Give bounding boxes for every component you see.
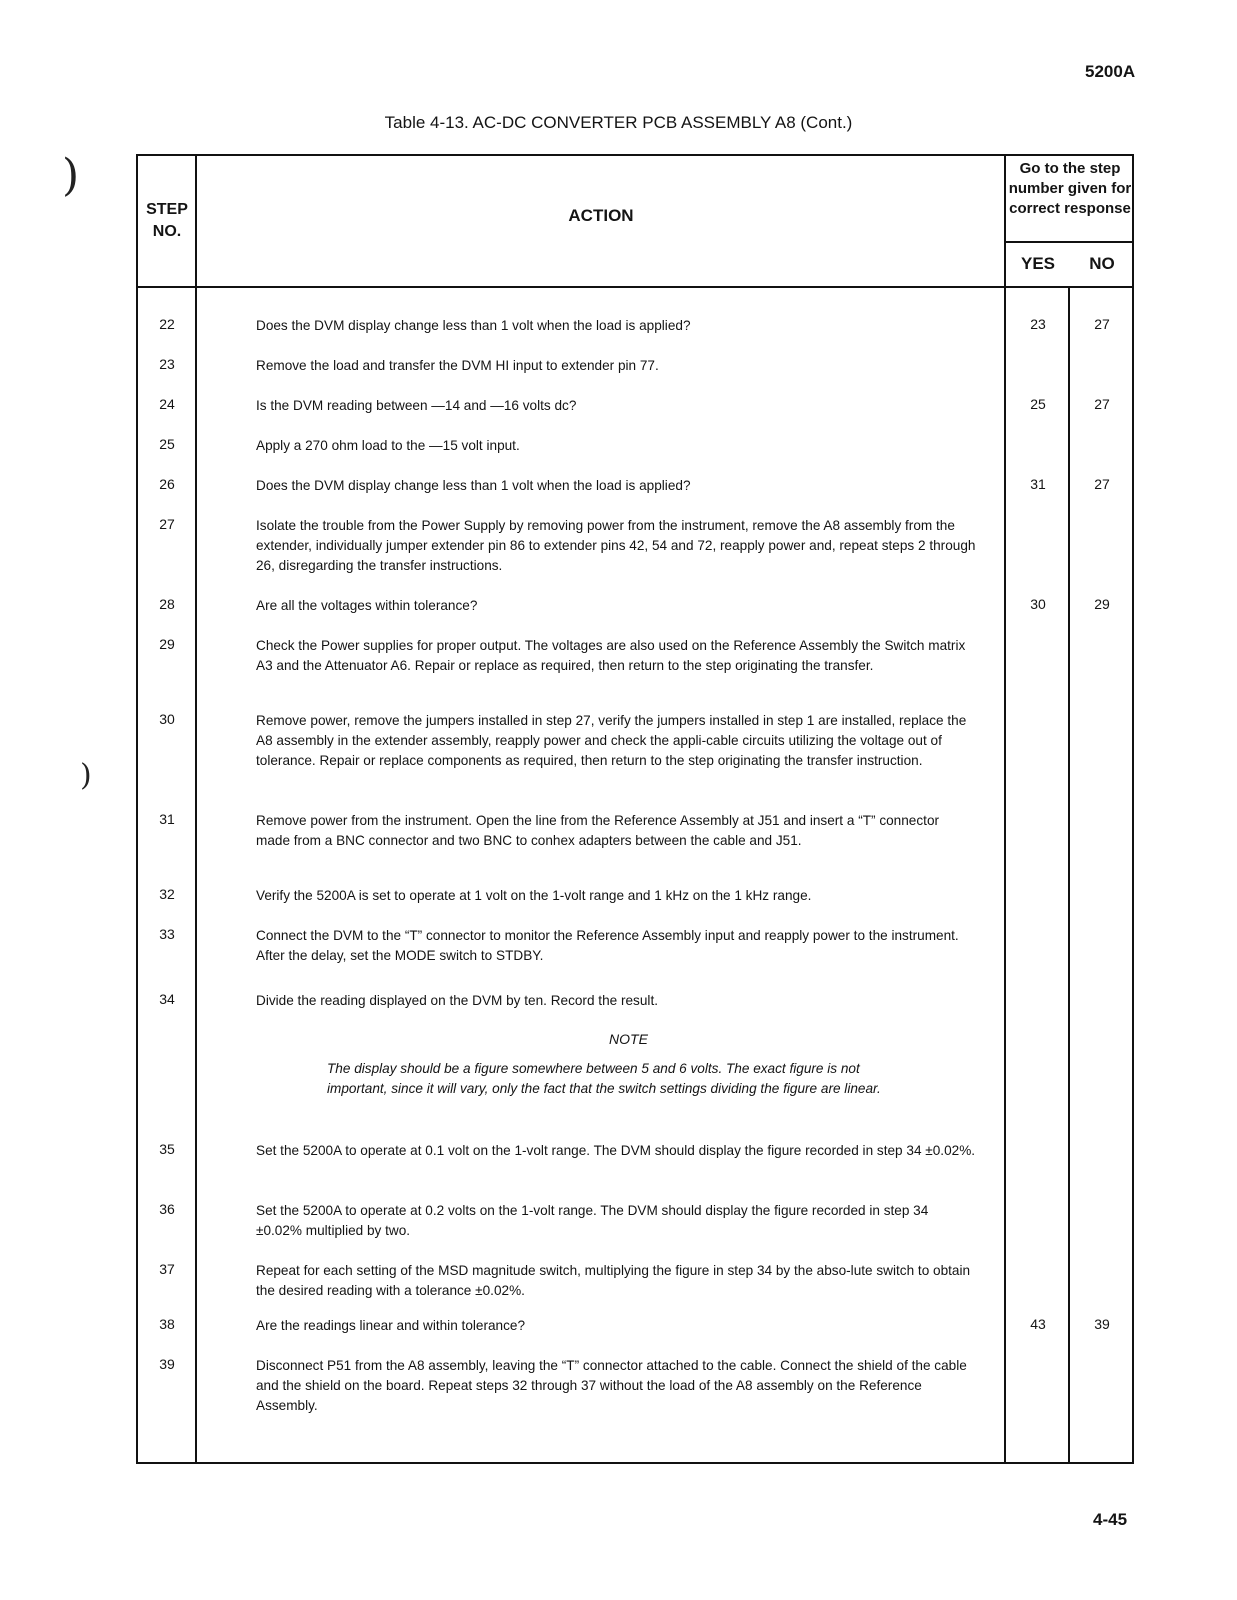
no-goto: 27 [1094,316,1110,332]
no-goto: 29 [1094,596,1110,612]
step-number: 33 [159,926,175,942]
step-number: 39 [159,1356,175,1372]
step-action: Are all the voltages within tolerance? [256,598,478,613]
step-action: Remove power from the instrument. Open the line from the Reference Assembly at J51 and insert a “T” connector made from a BNC connector and two BNC to conhex adapters between the cable and J51. [256,813,940,848]
step-action: Remove power, remove the jumpers installed in step 27, verify the jumpers installed in step 1 are installed, replace the A8 assembly in the extender assembly, reapply power and check the appli-cable circuits utilizing the voltage out of tolerance. Repair or replace components as required, then return to the step originating the transfer instruction. [256,713,967,768]
step-action: Does the DVM display change less than 1 volt when the load is applied? [256,478,691,493]
step-number: 36 [159,1201,175,1217]
model-number: 5200A [1085,62,1136,81]
step-number: 25 [159,436,175,452]
step-action: Are the readings linear and within tolerance? [256,1318,526,1333]
binder-mark-middle: ) [80,758,92,793]
page-number: 4-45 [1093,1510,1128,1529]
yes-goto: 31 [1030,476,1046,492]
step-number: 24 [159,396,175,412]
step-action: Check the Power supplies for proper output. The voltages are also used on the Reference Assembly the Switch matrix A3 and the Attenuator A6. Repair or replace as required, then return to the step originating the transfer. [256,638,966,673]
step-action: Does the DVM display change less than 1 volt when the load is applied? [256,318,691,333]
yes-goto: 25 [1030,396,1046,412]
step-number: 22 [159,316,175,332]
step-number: 28 [159,596,175,612]
step-number: 32 [159,886,175,902]
step-number: 31 [159,811,175,827]
column-divider-action [1004,156,1006,1462]
step-action: Is the DVM reading between —14 and —16 volts dc? [256,398,577,413]
step-action: Isolate the trouble from the Power Supply by removing power from the instrument, remove the A8 assembly from the extender, individually jumper extender pin 86 to extender pins 42, 54 and 72, reapply power and, repeat steps 2 through 26, disregarding the transfer instructions. [256,518,976,573]
step-action: Apply a 270 ohm load to the —15 volt input. [256,438,520,453]
step-number: 30 [159,711,175,727]
step-number: 35 [159,1141,175,1157]
binder-mark-top: ) [62,150,80,201]
column-header-no: NO [1089,254,1115,273]
no-goto: 39 [1094,1316,1110,1332]
step-number: 38 [159,1316,175,1332]
step-action: Verify the 5200A is set to operate at 1 volt on the 1-volt range and 1 kHz on the 1 kHz range. [256,888,812,903]
yes-goto: 30 [1030,596,1046,612]
step-action: Disconnect P51 from the A8 assembly, leaving the “T” connector attached to the cable. Connect the shield of the cable and the shield on the board. Repeat steps 32 through 37 without the load of the A8 assembly on the Reference Assembly. [256,1358,967,1413]
yes-goto: 23 [1030,316,1046,332]
table-title: Table 4-13. AC-DC CONVERTER PCB ASSEMBLY A8 (Cont.) [384,113,853,132]
no-goto: 27 [1094,476,1110,492]
step-action: Set the 5200A to operate at 0.1 volt on the 1-volt range. The DVM should display the figure recorded in step 34 ±0.02%. [256,1143,976,1158]
no-goto: 27 [1094,396,1110,412]
column-header-action: ACTION [568,206,634,225]
step-action: Repeat for each setting of the MSD magnitude switch, multiplying the figure in step 34 by the abso-lute switch to obtain the desired reading with a tolerance ±0.02%. [256,1263,971,1298]
column-header-goto: Go to the step number given for correct response [1008,160,1132,217]
step-number: 37 [159,1261,175,1277]
step-number: 29 [159,636,175,652]
step-action: Connect the DVM to the “T” connector to monitor the Reference Assembly input and reapply power to the instrument. After the delay, set the MODE switch to STDBY. [256,928,959,963]
step-action: Remove the load and transfer the DVM HI input to extender pin 77. [256,358,659,373]
yes-goto: 43 [1030,1316,1046,1332]
goto-header-divider [1004,241,1132,243]
column-header-yes: YES [1020,254,1056,273]
column-divider-yes-no [1068,286,1070,1462]
step-number: 34 [159,991,175,1007]
step-number: 23 [159,356,175,372]
step-number: 26 [159,476,175,492]
step-action: Set the 5200A to operate at 0.2 volts on the 1-volt range. The DVM should display the figure recorded in step 34 ±0.02% multiplied by two. [256,1203,929,1238]
troubleshooting-table [136,154,1134,1464]
header-bottom-rule [138,286,1132,288]
column-header-step: STEP NO. [146,201,188,240]
note-title: NOTE [609,1031,648,1047]
note-body: The display should be a figure somewhere between 5 and 6 volts. The exact figure is not important, since it will vary, only the fact that the switch settings dividing the figure are linear. [327,1061,881,1096]
step-action: Divide the reading displayed on the DVM by ten. Record the result. [256,993,658,1008]
step-number: 27 [159,516,175,532]
